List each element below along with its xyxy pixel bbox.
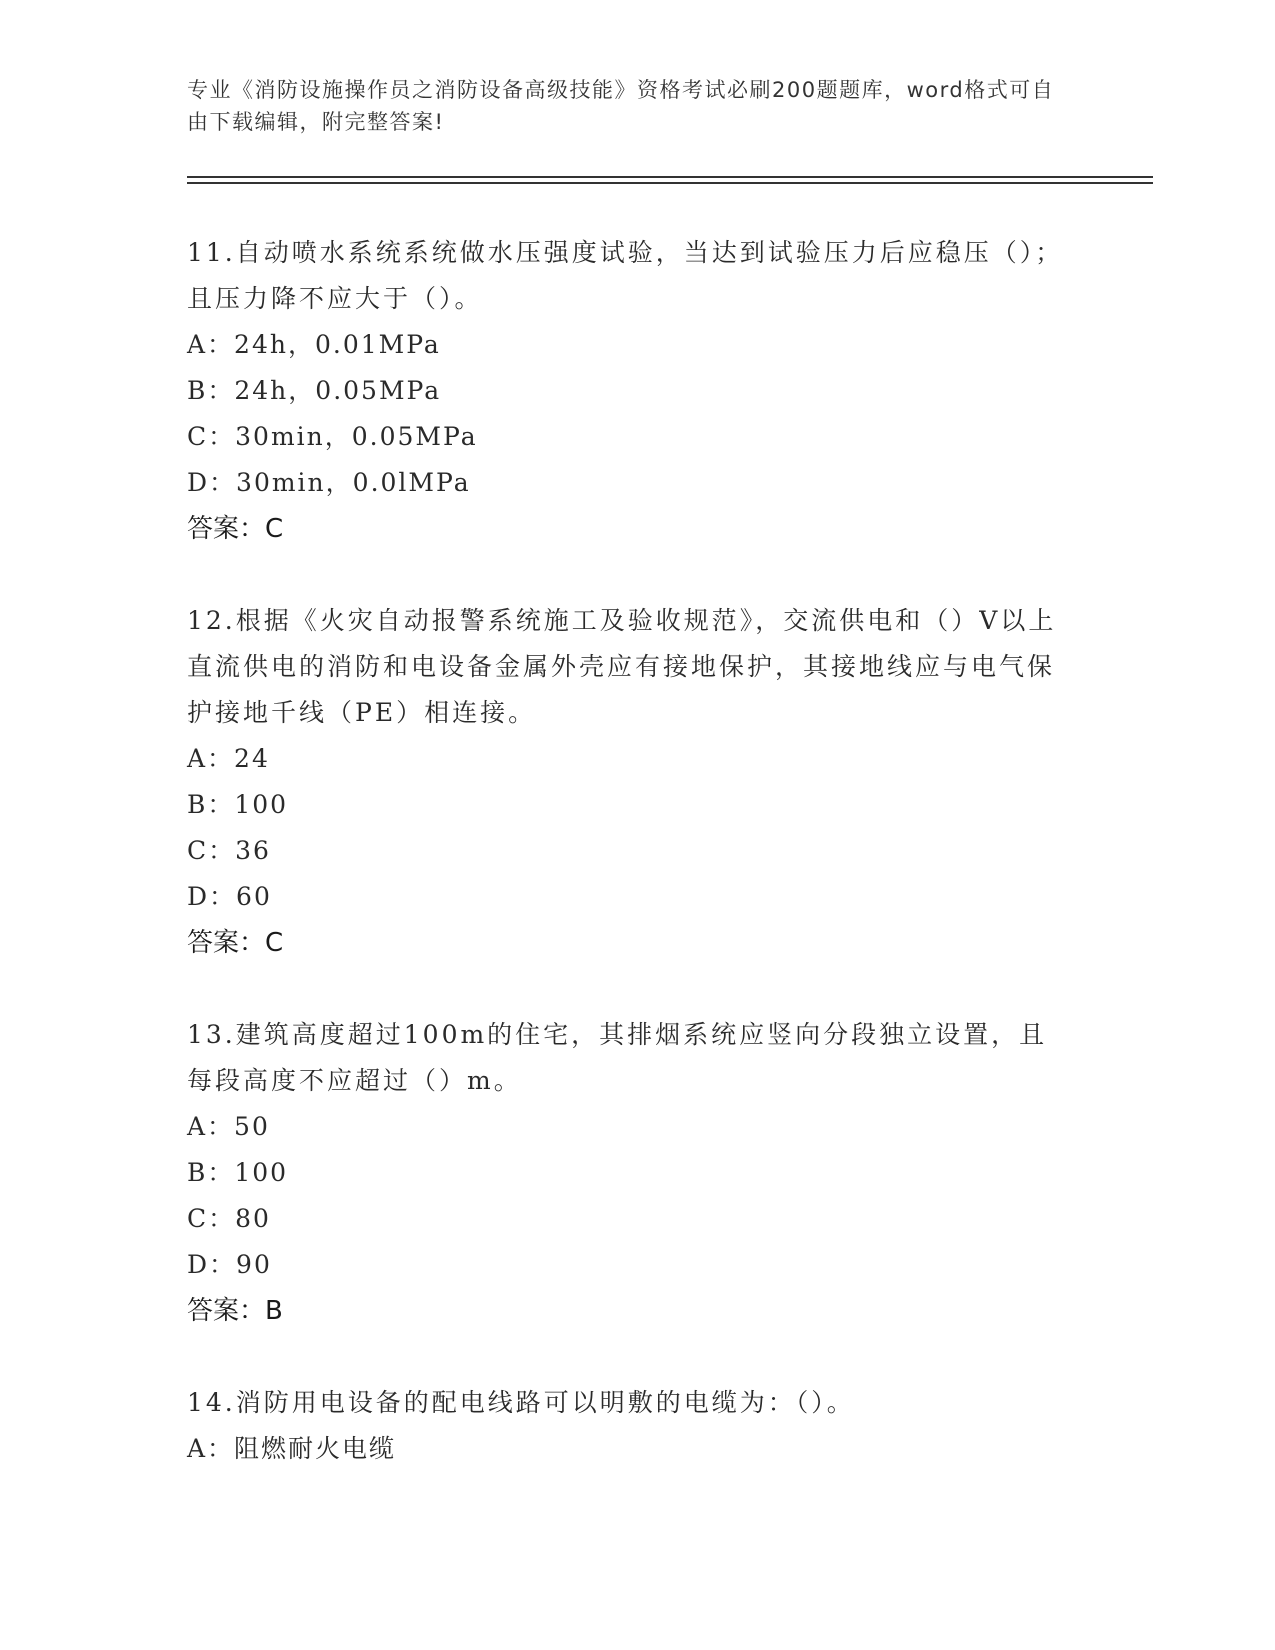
question-11 [187,230,1067,552]
option-c: C：36 [187,836,271,865]
answer-line: 答案：C [187,928,284,958]
question-stem: 14.消防用电设备的配电线路可以明敷的电缆为：（）。 [187,1388,855,1417]
option-b: B：100 [187,1158,289,1187]
option-list [187,1426,1067,1472]
document-header: 专业《消防设施操作员之消防设备高级技能》资格考试必刷200题题库，word格式可自由下载编辑，附完整答案! [187,78,1055,134]
question-stem: 12.根据《火灾自动报警系统施工及验收规范》，交流供电和（）V以上直流供电的消防和电设备金属外壳应有接地保护，其接地线应与电气保护接地千线（PE）相连接。 [187,606,1057,727]
question-stem: 13.建筑高度超过100m的住宅，其排烟系统应竖向分段独立设置，且每段高度不应超过（）m。 [187,1020,1048,1095]
option-a: A：24 [187,744,270,773]
question-13 [187,1012,1067,1334]
question-list [187,230,1067,1518]
option-list [187,1104,1067,1288]
option-d: D：60 [187,882,272,911]
option-d: D：30min，0.0lMPa [187,468,471,497]
option-list [187,322,1067,506]
option-a: A：阻燃耐火电缆 [187,1434,397,1463]
option-a: A：50 [187,1112,270,1141]
answer-line: 答案：C [187,514,284,544]
option-list [187,736,1067,920]
header-divider-bottom [187,182,1153,184]
option-b: B：24h，0.05MPa [187,376,442,405]
option-b: B：100 [187,790,289,819]
option-a: A：24h，0.01MPa [187,330,441,359]
answer-line: 答案：B [187,1296,283,1326]
option-d: D：90 [187,1250,272,1279]
option-c: C：80 [187,1204,271,1233]
header-divider-top [187,176,1153,178]
option-c: C：30min，0.05MPa [187,422,478,451]
question-14 [187,1380,1067,1472]
question-12 [187,598,1067,966]
question-stem: 11.自动喷水系统系统做水压强度试验，当达到试验压力后应稳压（）；且压力降不应大于（）。 [187,238,1064,313]
